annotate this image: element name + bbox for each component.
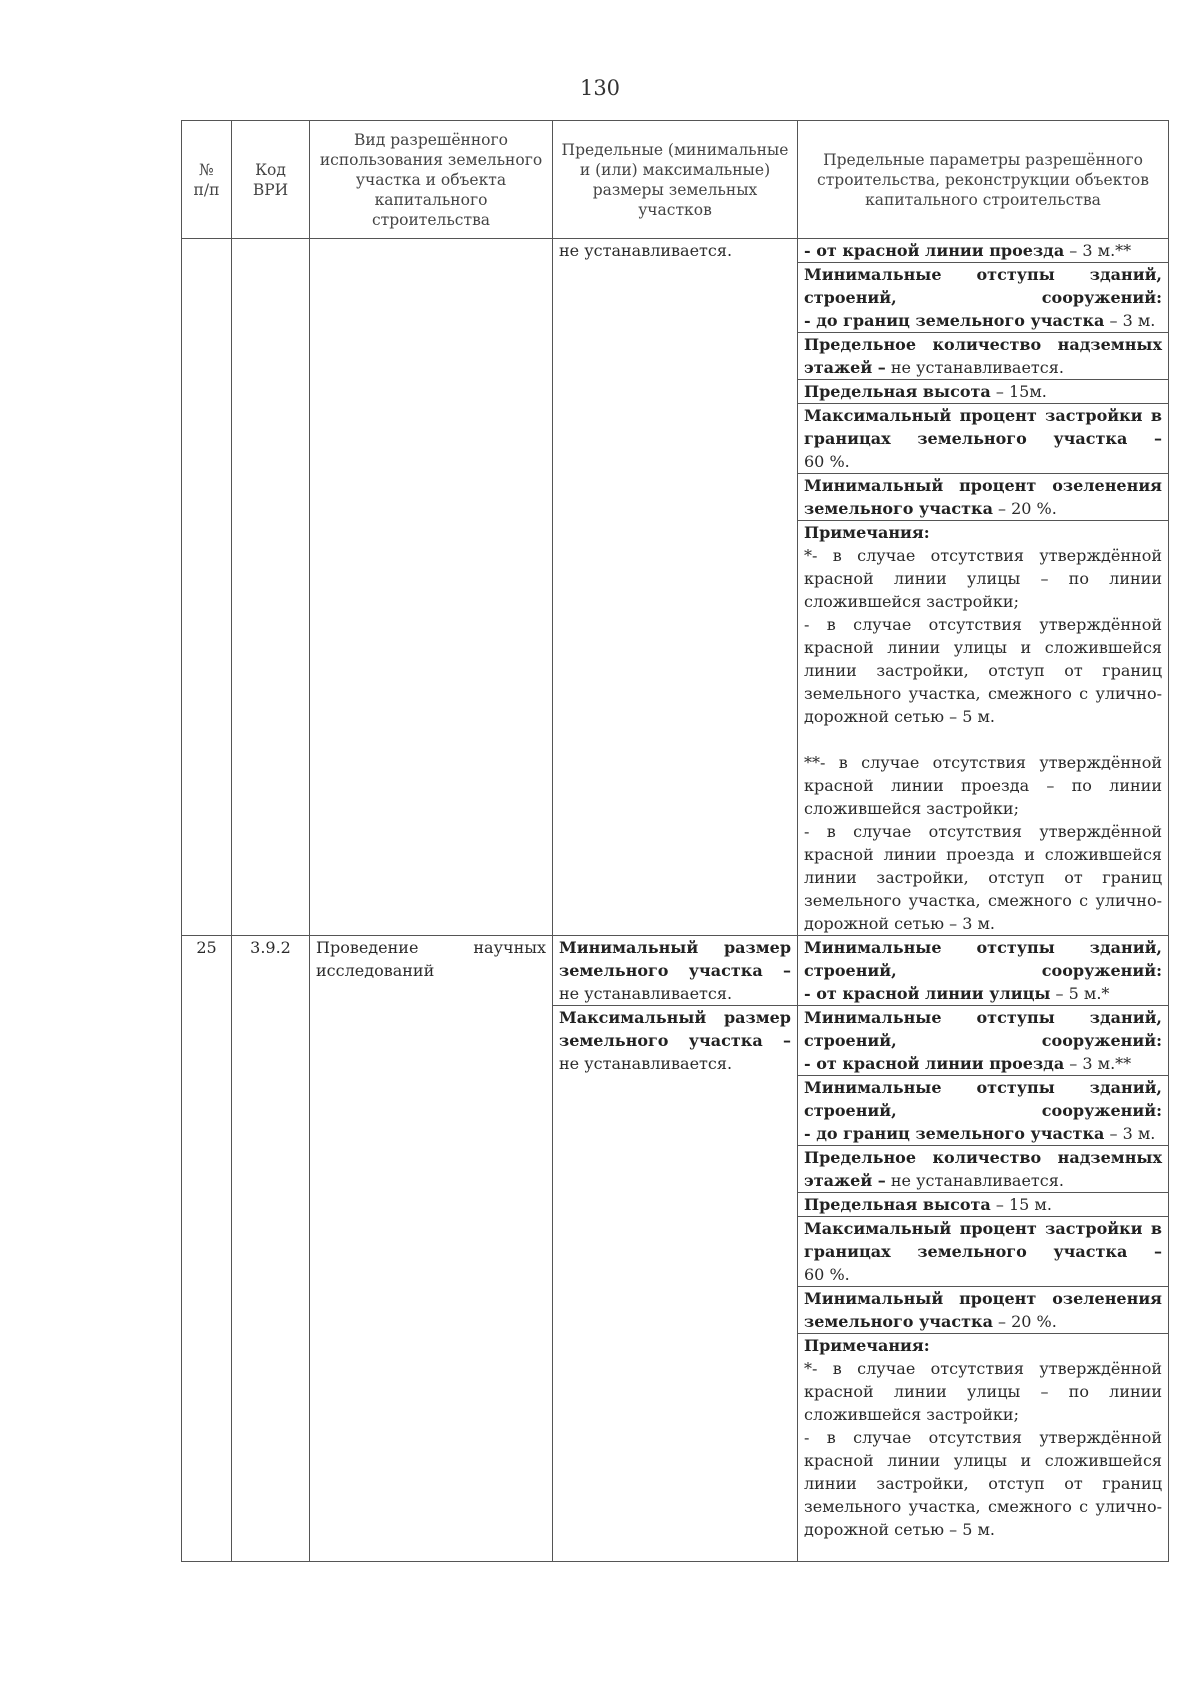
regulations-table [181, 120, 1169, 1562]
min-size-value: не устанавливается. [559, 984, 733, 1003]
param-value: – 3 м.** [1064, 1054, 1132, 1073]
param-cell [798, 1217, 1169, 1287]
note-text: *- в случае отсутствия утверждённой красной линии улицы – по линии сложившейся застройки; [804, 546, 1162, 611]
note-text: **- в случае отсутствия утверждённой красной линии проезда – по линии сложившейся застройки; [804, 753, 1162, 818]
param-cell [798, 1006, 1169, 1076]
row-code: 3.9.2 [232, 936, 310, 1562]
note-text: - в случае отсутствия утверждённой красной линии улицы и сложившейся линии застройки, отступ от границ земельного участка, смежного с улично-дорожной сетью – 5 м. [804, 1428, 1162, 1539]
note-text: - в случае отсутствия утверждённой красной линии проезда и сложившейся линии застройки, отступ от границ земельного участка, смежного с улично-дорожной сетью – 3 м. [804, 822, 1162, 933]
param-label: Предельная высота [804, 382, 991, 401]
cont-code-cell [232, 239, 310, 936]
header-sizes: Предельные (минимальные и (или) максимальные) размеры земельных участков [553, 121, 798, 239]
param-value: – 20 %. [992, 1312, 1057, 1331]
param-value: – 15м. [990, 382, 1047, 401]
param-cell [798, 1146, 1169, 1193]
header-num: № п/п [182, 121, 232, 239]
row-number: 25 [182, 936, 232, 1562]
param-value: 60 %. [804, 1265, 850, 1284]
param-label: - от красной линии проезда [804, 241, 1065, 260]
min-size-label: Минимальный размер земельного участка – [559, 938, 791, 980]
param-title: Минимальные отступы зданий, строений, сооружений: [804, 265, 1162, 307]
param-title: Минимальные отступы зданий, строений, сооружений: [804, 938, 1162, 980]
min-size-cell [553, 936, 798, 1006]
param-label: Минимальный процент озеленения земельного участка [804, 476, 1162, 518]
notes-cell [798, 521, 1169, 936]
param-value: не устанавливается. [885, 358, 1064, 377]
param-label: - от красной линии улицы [804, 984, 1051, 1003]
header-params: Предельные параметры разрешённого строительства, реконструкции объектов капитального строительства [798, 121, 1169, 239]
param-cell [798, 474, 1169, 521]
param-cell [798, 1076, 1169, 1146]
param-label: - до границ земельного участка [804, 311, 1105, 330]
header-code: Код ВРИ [232, 121, 310, 239]
param-value: – 3 м. [1104, 1124, 1156, 1143]
max-size-cell [553, 1006, 798, 1562]
notes-title: Примечания: [804, 523, 930, 542]
param-label: - от красной линии проезда [804, 1054, 1065, 1073]
cont-size-cell [553, 239, 798, 936]
param-cell [798, 263, 1169, 333]
page-number: 130 [579, 76, 621, 100]
param-value: – 3 м.** [1064, 241, 1132, 260]
row-use-cell [310, 936, 553, 1562]
param-cell [798, 1193, 1169, 1217]
param-value: 60 %. [804, 452, 850, 471]
param-title: Минимальные отступы зданий, строений, сооружений: [804, 1078, 1162, 1120]
param-value: – 5 м.* [1050, 984, 1110, 1003]
param-label: Предельное количество надземных этажей – [804, 335, 1162, 377]
param-value: – 20 %. [992, 499, 1057, 518]
param-cell [798, 1287, 1169, 1334]
param-cell [798, 239, 1169, 263]
param-value: – 3 м. [1104, 311, 1156, 330]
param-label: Предельное количество надземных этажей – [804, 1148, 1162, 1190]
row-use: Проведение научных исследований [316, 938, 546, 980]
notes-title: Примечания: [804, 1336, 930, 1355]
table-header-row [182, 121, 1169, 239]
note-text: *- в случае отсутствия утверждённой красной линии улицы – по линии сложившейся застройки; [804, 1359, 1162, 1424]
cont-num-cell [182, 239, 232, 936]
table-row [182, 239, 1169, 263]
cont-use-cell [310, 239, 553, 936]
max-size-label: Максимальный размер земельного участка – [559, 1008, 791, 1050]
param-label: - до границ земельного участка [804, 1124, 1105, 1143]
param-cell [798, 936, 1169, 1006]
notes-cell [798, 1334, 1169, 1562]
param-label: Максимальный процент застройки в границах земельного участка – [804, 1219, 1162, 1261]
max-size-value: не устанавливается. [559, 1054, 733, 1073]
param-cell [798, 404, 1169, 474]
param-cell [798, 333, 1169, 380]
size-value: не устанавливается. [559, 241, 733, 260]
param-cell [798, 380, 1169, 404]
note-text: - в случае отсутствия утверждённой красной линии улицы и сложившейся линии застройки, отступ от границ земельного участка, смежного с улично-дорожной сетью – 5 м. [804, 615, 1162, 726]
param-value: – 15 м. [990, 1195, 1052, 1214]
param-value: не устанавливается. [885, 1171, 1064, 1190]
header-use: Вид разрешённого использования земельного участка и объекта капитального строительства [310, 121, 553, 239]
param-label: Предельная высота [804, 1195, 991, 1214]
param-label: Минимальный процент озеленения земельного участка [804, 1289, 1162, 1331]
param-label: Максимальный процент застройки в границах земельного участка – [804, 406, 1162, 448]
table-row [182, 936, 1169, 1006]
param-title: Минимальные отступы зданий, строений, сооружений: [804, 1008, 1162, 1050]
